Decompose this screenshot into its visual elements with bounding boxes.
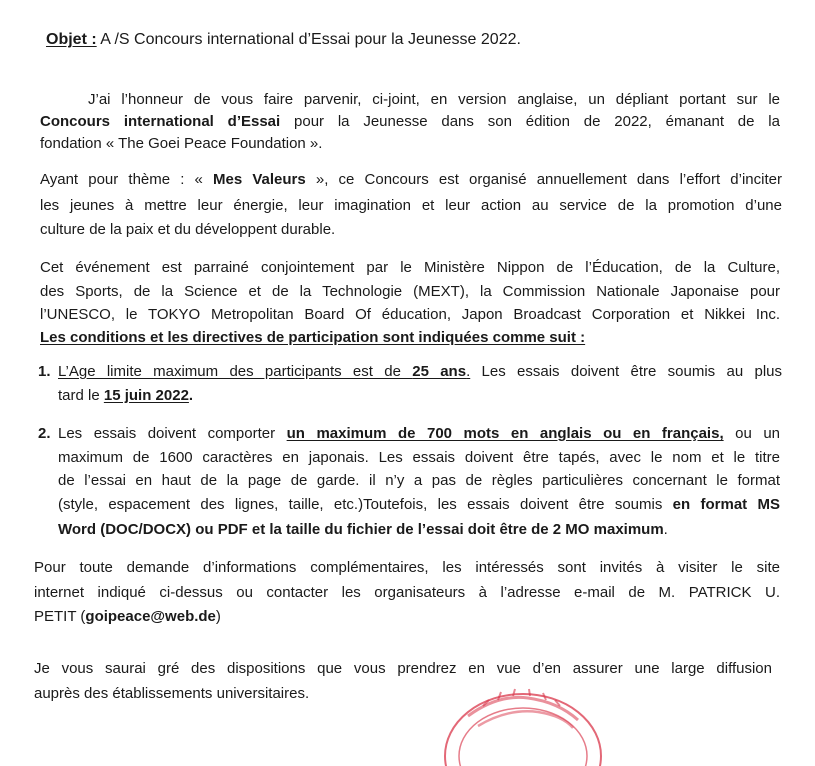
p5-line-1: Je vous saurai gré des dispositions que vous prendrez en vue d’en assurer une large diffusion — [34, 660, 772, 677]
item-1-line-1: L’Age limite maximum des participants est de 25 ans. Les essais doivent être soumis au plus — [58, 363, 782, 380]
item-2-line-5: Word (DOC/DOCX) ou PDF et la taille du fichier de l’essai doit être de 2 MO maximum. — [58, 521, 668, 538]
item-2-line-2: maximum de 1600 caractères en japonais. Les essais doivent être tapés, avec le nom et le titre — [58, 449, 780, 466]
subject-line — [46, 30, 521, 50]
p3-line-3: l’UNESCO, le TOKYO Metropolitan Board Of éducation, Japon Broadcast Corporation et Nikkei Inc. — [40, 306, 780, 323]
item-2-number: 2. — [38, 425, 51, 442]
item-1-number: 1. — [38, 363, 51, 380]
item-1-line-2: tard le 15 juin 2022. — [58, 387, 194, 404]
age-limit: 25 ans — [412, 363, 467, 380]
item-2-line-3: de l’essai en haut de la page de garde. il n’y a pas de règles particulières concernant le format — [58, 472, 780, 489]
subject-label: Objet : — [46, 31, 97, 48]
p4-line-3: PETIT (goipeace@web.de) — [34, 608, 221, 625]
p1-line-1: J’ai l’honneur de vous faire parvenir, ci-joint, en version anglaise, un dépliant portant sur le — [88, 91, 780, 108]
contest-name: Concours international d’Essai — [40, 113, 281, 130]
theme-name: Mes Valeurs — [213, 171, 306, 188]
conditions-heading: Les conditions et les directives de participation sont indiquées comme suit : — [40, 329, 586, 346]
p4-line-1: Pour toute demande d’informations complémentaires, les intéressés sont invités à visiter le site — [34, 559, 780, 576]
p3-line-2: des Sports, de la Science et de la Technologie (MEXT), la Commission Nationale Japonaise pour — [40, 283, 780, 300]
contact-email: goipeace@web.de — [85, 608, 216, 625]
subject-text: A /S Concours international d’Essai pour la Jeunesse 2022. — [96, 31, 521, 48]
p1-line-2: Concours international d’Essai pour la Jeunesse dans son édition de 2022, émanant de la — [40, 113, 780, 130]
p3-line-1: Cet événement est parrainé conjointement par le Ministère Nippon de l’Éducation, de la Culture, — [40, 259, 780, 276]
file-format-requirement: Word (DOC/DOCX) ou PDF et la taille du fichier de l’essai doit être de 2 MO maximum — [58, 521, 664, 538]
item-2-line-4: (style, espacement des lignes, taille, etc.)Toutefois, les essais doivent être soumis en format MS — [58, 496, 780, 513]
item-2-line-1: Les essais doivent comporter un maximum de 700 mots en anglais ou en français, ou un — [58, 425, 781, 442]
deadline-date: 15 juin 2022 — [103, 387, 189, 404]
p5-line-2: auprès des établissements universitaires. — [34, 685, 310, 702]
p2-line-1: Ayant pour thème : « Mes Valeurs », ce Concours est organisé annuellement dans l’effort d’inciter — [40, 171, 782, 188]
p2-line-3: culture de la paix et du développent durable. — [40, 221, 336, 238]
p1-line-3: fondation « The Goei Peace Foundation ». — [40, 135, 323, 152]
official-stamp-icon — [438, 676, 608, 766]
p4-line-2: internet indiqué ci-dessus ou contacter les organisateurs à l’adresse e-mail de M. PATRICK U. — [34, 584, 780, 601]
word-limit: un maximum de 700 mots en anglais ou en français, — [286, 425, 724, 442]
p2-line-2: les jeunes à mettre leur énergie, leur imagination et leur action au service de la promotion d’une — [40, 197, 782, 214]
